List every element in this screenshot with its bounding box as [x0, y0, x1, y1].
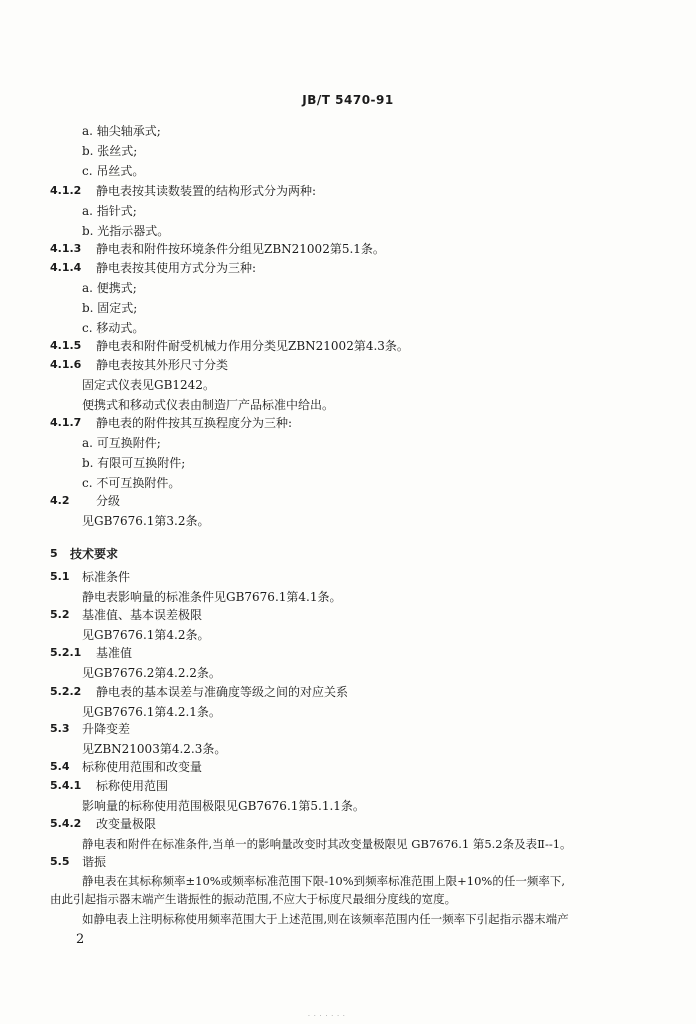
clause-number: 5.1: [50, 570, 70, 583]
paragraph: 静电表在其标称频率±10%或频率标准范围下限-10%到频率标准范围上限+10%的任一频率下,: [82, 874, 565, 888]
paragraph: 见GB7676.2第4.2.2条。: [82, 666, 221, 680]
clause-number: 5.4.1: [50, 779, 82, 792]
clause-number: 4.1.7: [50, 416, 82, 429]
list-item: a. 轴尖轴承式;: [82, 124, 161, 138]
clause-text: 静电表和附件按环境条件分组见ZBN21002第5.1条。: [96, 242, 385, 256]
clause-text: 标称使用范围: [96, 779, 169, 793]
clause-text: 标称使用范围和改变量: [82, 760, 203, 774]
list-item: b. 固定式;: [82, 301, 138, 315]
paragraph: 静电表影响量的标准条件见GB7676.1第4.1条。: [82, 590, 342, 604]
clause-text: 静电表的基本误差与准确度等级之间的对应关系: [96, 685, 349, 699]
clause-text: 谐振: [82, 855, 107, 869]
paragraph: 静电表和附件在标准条件,当单一的影响量改变时其改变量极限见 GB7676.1 第5.2条及表Ⅱ--1。: [82, 837, 572, 851]
paragraph: 影响量的标称使用范围极限见GB7676.1第5.1.1条。: [82, 799, 365, 813]
paragraph: 见GB7676.1第4.2.1条。: [82, 705, 221, 719]
clause-text: 静电表按其读数装置的结构形式分为两种:: [96, 184, 317, 198]
paragraph: 便携式和移动式仪表由制造厂产品标准中给出。: [82, 398, 335, 412]
clause-text: 基准值、基本误差极限: [82, 608, 203, 622]
clause-text: 静电表的附件按其互换程度分为三种:: [96, 416, 293, 430]
list-item: c. 移动式。: [82, 321, 145, 335]
clause-number: 4.1.4: [50, 261, 82, 274]
paragraph: 见GB7676.1第3.2条。: [82, 514, 210, 528]
clause-number: 5.2.1: [50, 646, 82, 659]
list-item: b. 有限可互换附件;: [82, 456, 186, 470]
list-item: c. 吊丝式。: [82, 164, 145, 178]
document-header: JB/T 5470-91: [302, 93, 394, 107]
clause-number: 5.2.2: [50, 685, 82, 698]
list-item: a. 便携式;: [82, 281, 137, 295]
clause-text: 基准值: [96, 646, 133, 660]
clause-text: 改变量极限: [96, 817, 157, 831]
paragraph: 如静电表上注明标称使用频率范围大于上述范围,则在该频率范围内任一频率下引起指示器末端产: [82, 912, 569, 926]
list-item: a. 可互换附件;: [82, 436, 161, 450]
clause-number: 5.5: [50, 855, 70, 868]
clause-number: 4.1.6: [50, 358, 82, 371]
clause-number: 4.1.5: [50, 339, 82, 352]
list-item: b. 光指示器式。: [82, 224, 170, 238]
clause-number: 4.1.2: [50, 184, 82, 197]
list-item: a. 指针式;: [82, 204, 137, 218]
clause-number: 5.4: [50, 760, 70, 773]
clause-number: 5.3: [50, 722, 70, 735]
clause-text: 静电表按其外形尺寸分类: [96, 358, 229, 372]
clause-number: 5.2: [50, 608, 70, 621]
section-number: 5: [50, 547, 58, 560]
paragraph: 见ZBN21003第4.2.3条。: [82, 742, 227, 756]
clause-text: 静电表和附件耐受机械力作用分类见ZBN21002第4.3条。: [96, 339, 409, 353]
page-number: 2: [76, 932, 85, 947]
clause-text: 静电表按其使用方式分为三种:: [96, 261, 257, 275]
paragraph: 由此引起指示器末端产生谐振性的振动范围,不应大于标度尺最细分度线的宽度。: [50, 892, 457, 906]
list-item: c. 不可互换附件。: [82, 476, 181, 490]
paragraph: 见GB7676.1第4.2条。: [82, 628, 210, 642]
clause-number: 5.4.2: [50, 817, 82, 830]
list-item: b. 张丝式;: [82, 144, 138, 158]
footer-mark: · · · · · · ·: [308, 1013, 346, 1020]
clause-number: 4.2: [50, 494, 70, 507]
section-title: 技术要求: [70, 547, 119, 561]
clause-text: 升降变差: [82, 722, 131, 736]
clause-text: 分级: [96, 494, 121, 508]
clause-number: 4.1.3: [50, 242, 82, 255]
paragraph: 固定式仪表见GB1242。: [82, 378, 215, 392]
clause-text: 标准条件: [82, 570, 131, 584]
